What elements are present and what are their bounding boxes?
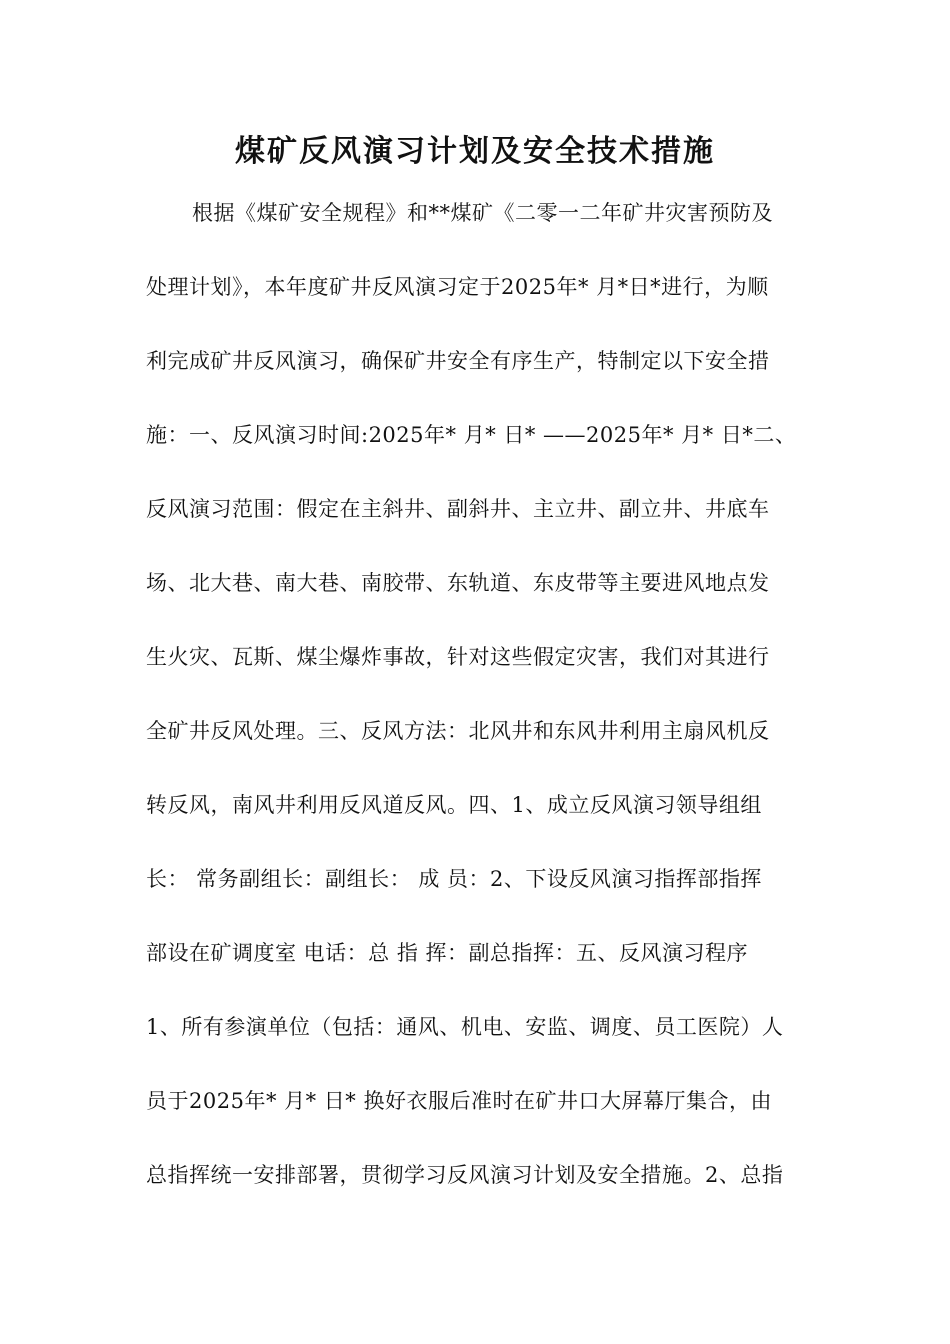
document-title: 煤矿反风演习计划及安全技术措施 <box>235 134 715 169</box>
body-line-8: 全矿井反风处理。三、反风方法：北风井和东风井利用主扇风机反 <box>146 719 770 743</box>
document-body <box>146 176 826 1212</box>
body-line-13: 员于2025年* 月* 日* 换好衣服后准时在矿井口大屏幕厅集合，由 <box>146 1089 772 1113</box>
body-line-11: 部设在矿调度室 电话：总 指 挥：副总指挥：五、反风演习程序 <box>146 941 749 965</box>
body-line-7: 生火灾、瓦斯、煤尘爆炸事故，针对这些假定灾害，我们对其进行 <box>146 645 770 669</box>
body-line-12: 1、所有参演单位（包括：通风、机电、安监、调度、员工医院）人 <box>146 1015 784 1039</box>
body-line-3: 利完成矿井反风演习，确保矿井安全有序生产，特制定以下安全措 <box>146 349 770 373</box>
body-line-9: 转反风，南风井利用反风道反风。四、1、成立反风演习领导组组 <box>146 793 762 817</box>
body-line-2: 处理计划》，本年度矿井反风演习定于2025年* 月*日*进行，为顺 <box>146 275 769 299</box>
body-line-10: 长： 常务副组长：副组长： 成 员：2、下设反风演习指挥部指挥 <box>146 867 762 891</box>
body-line-4: 施：一、反风演习时间:2025年* 月* 日* ——2025年* 月* 日*二、 <box>146 423 797 447</box>
body-line-5: 反风演习范围：假定在主斜井、副斜井、主立井、副立井、井底车 <box>146 497 770 521</box>
body-line-6: 场、北大巷、南大巷、南胶带、东轨道、东皮带等主要进风地点发 <box>146 571 770 595</box>
body-line-14: 总指挥统一安排部署，贯彻学习反风演习计划及安全措施。2、总指 <box>146 1163 784 1187</box>
body-line-1: 根据《煤矿安全规程》和**煤矿《二零一二年矿井灾害预防及 <box>192 201 773 225</box>
